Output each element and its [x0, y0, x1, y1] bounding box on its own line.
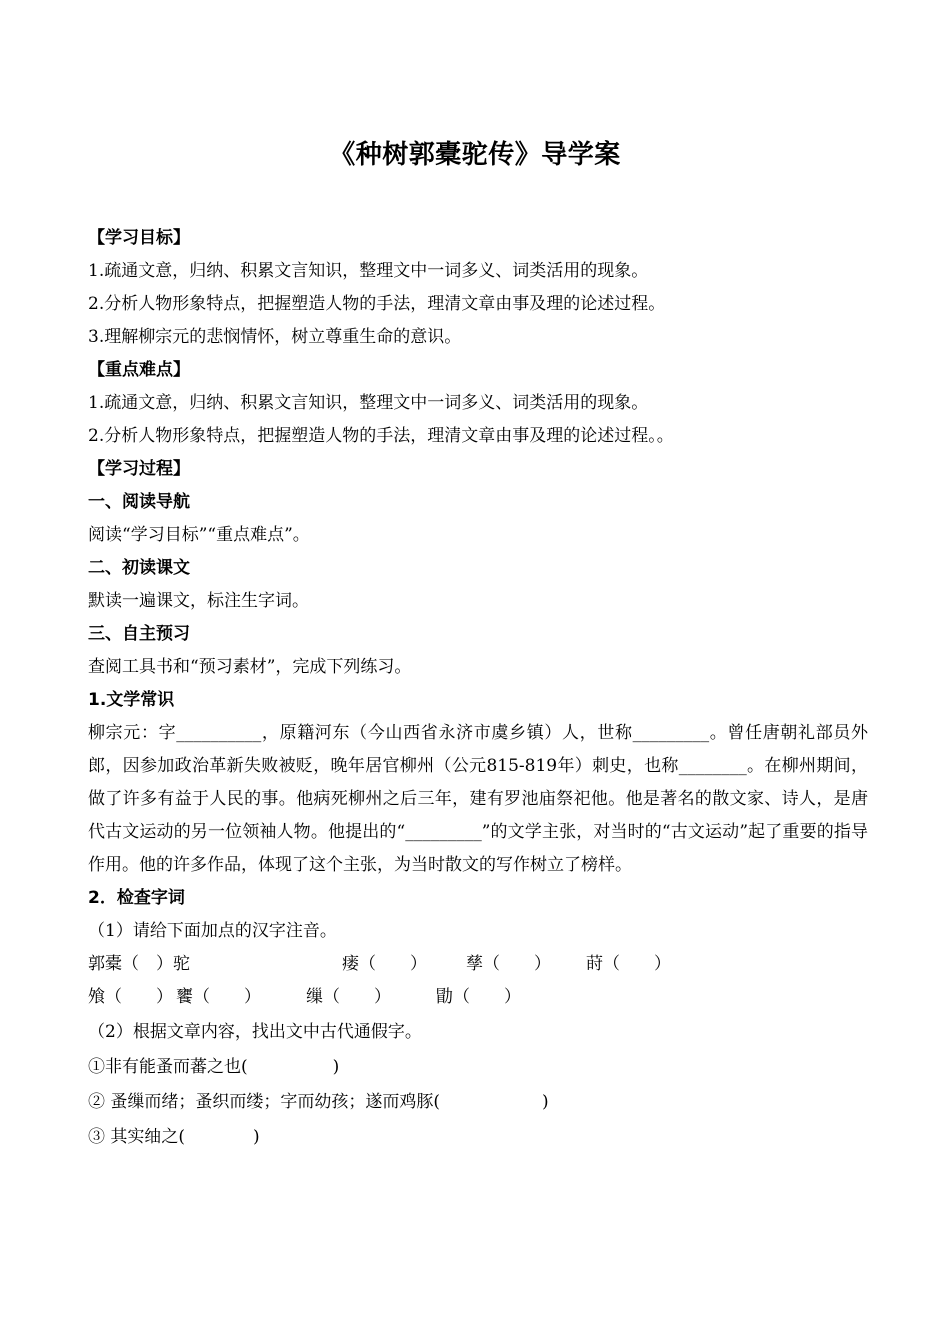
- loan-character-item: ③ 其实䌷之( ): [88, 1127, 260, 1147]
- pronunciation-item: 瘘（ ）: [342, 954, 427, 974]
- pronunciation-item: 莳（ ）: [586, 954, 671, 974]
- pronunciation-row: [88, 981, 868, 1014]
- sub-question-loan-characters: （2）根据文章内容，找出文中古代通假字。: [88, 1022, 422, 1042]
- objective-item: 1.疏通文意，归纳、积累文言知识，整理文中一词多义、词类活用的现象。: [88, 261, 649, 281]
- loan-character-item: ② 蚤缫而绪；蚤织而缕；字而幼孩；遂而鸡豚( ): [88, 1092, 549, 1112]
- part-text: 默读一遍课文，标注生字词。: [88, 591, 309, 611]
- key-point-item: 2.分析人物形象特点，把握塑造人物的手法，理清文章由事及理的论述过程。。: [88, 426, 674, 446]
- pronunciation-row: [88, 948, 868, 981]
- objective-item: 2.分析人物形象特点，把握塑造人物的手法，理清文章由事及理的论述过程。: [88, 294, 666, 314]
- loan-character-item: ①非有能蚤而蕃之也( ): [88, 1057, 340, 1077]
- section-heading-key-points: 【重点难点】: [88, 360, 190, 380]
- literary-knowledge-paragraph: 柳宗元：字__________，原籍河东（今山西省永济市虞乡镇）人，世称_________。曾任唐朝礼部员外郎，因参加政治革新失败被贬，晚年居官柳州（公元815-819年）刺史，也称________。在柳州期间，做了许多有益于人民的事。他病死柳州之后三年，建有罗池庙祭祀他。他是著名的散文家、诗人，是唐代古文运动的另一位领袖人物。他提出的“_________”的文学主张，对当时的“古文运动”起了重要的指导作用。他的许多作品，体现了这个主张，为当时散文的写作树立了榜样。: [88, 723, 868, 875]
- part-text: 查阅工具书和“预习素材”，完成下列练习。: [88, 657, 412, 677]
- pronunciation-item: 饔（ ）: [176, 987, 261, 1007]
- section-heading-process: 【学习过程】: [88, 459, 190, 479]
- key-point-item: 1.疏通文意，归纳、积累文言知识，整理文中一词多义、词类活用的现象。: [88, 393, 649, 413]
- pronunciation-item: 缫（ ）: [306, 987, 391, 1007]
- section-heading-objectives: 【学习目标】: [88, 228, 190, 248]
- part-heading-self-study: 三、自主预习: [88, 624, 190, 644]
- part-heading-reading-guide: 一、阅读导航: [88, 492, 190, 512]
- document-body: [88, 222, 868, 1154]
- pronunciation-item: 勖（ ）: [436, 987, 521, 1007]
- pronunciation-item: 孳（ ）: [466, 954, 551, 974]
- question-heading-vocabulary: 2．检查字词: [88, 888, 185, 908]
- objective-item: 3.理解柳宗元的悲悯情怀，树立尊重生命的意识。: [88, 327, 462, 347]
- part-heading-first-reading: 二、初读课文: [88, 558, 190, 578]
- pronunciation-item: 郭橐（ ）驼: [88, 954, 190, 974]
- sub-question-pronunciation: （1）请给下面加点的汉字注音。: [88, 921, 337, 941]
- page-title: 《种树郭橐驼传》导学案: [329, 140, 621, 170]
- question-heading-literary-knowledge: 1.文学常识: [88, 690, 175, 710]
- pronunciation-item: 飧（ ）: [88, 987, 173, 1007]
- part-text: 阅读“学习目标”“重点难点”。: [88, 525, 310, 545]
